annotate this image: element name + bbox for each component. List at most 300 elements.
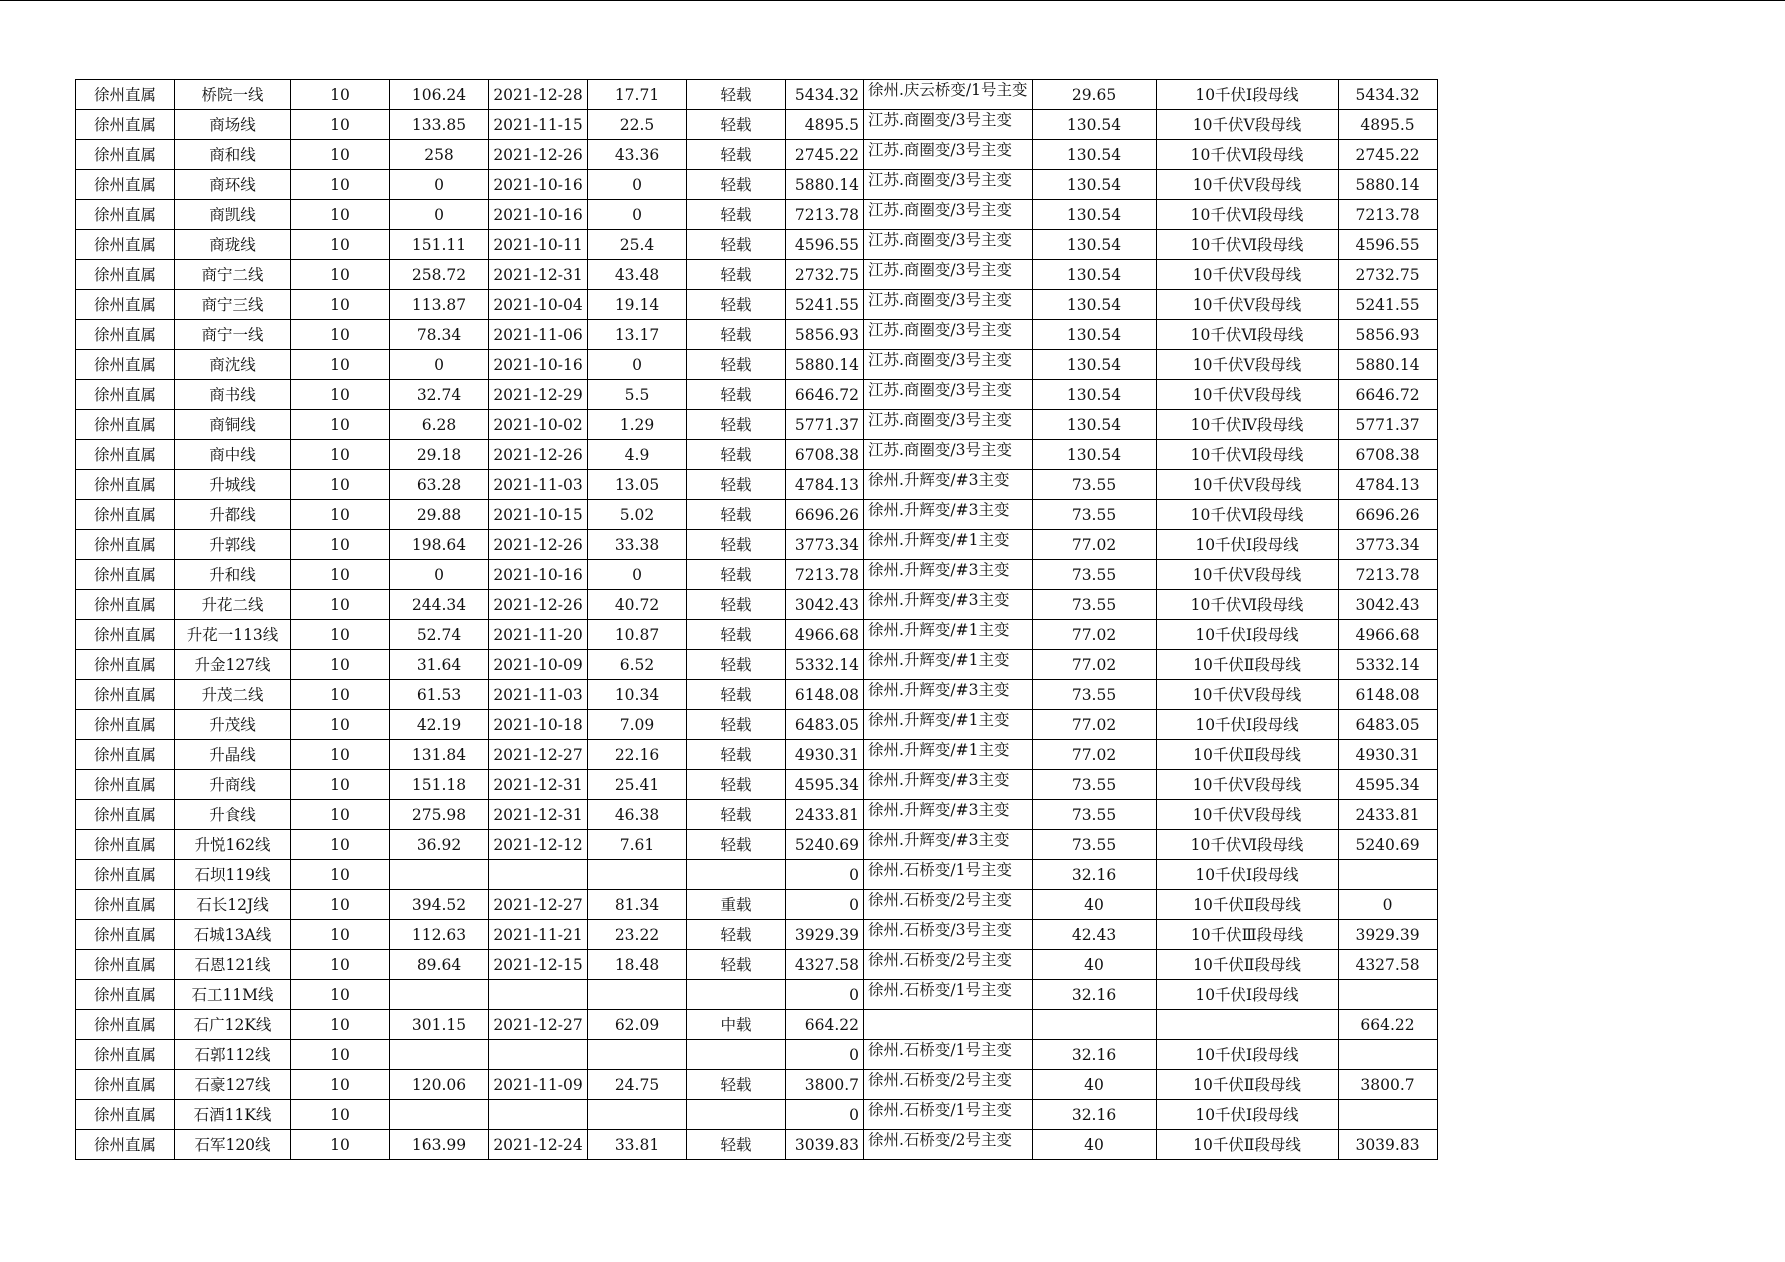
busbar-cell: 10千伏Ⅴ段母线: [1156, 470, 1338, 500]
company-cell: 徐州直属: [76, 980, 175, 1010]
available-cell: 4930.31: [1338, 740, 1437, 770]
available-cell: 6148.08: [1338, 680, 1437, 710]
transformer-cell: [864, 1010, 1033, 1040]
load-rate-cell: 7.61: [588, 830, 687, 860]
available-cell: [1338, 980, 1437, 1010]
date-cell: 2021-10-04: [489, 290, 588, 320]
available-cell: 5880.14: [1338, 350, 1437, 380]
line-name-cell: 桥院一线: [175, 80, 291, 110]
company-cell: 徐州直属: [76, 140, 175, 170]
load-status-cell: 轻载: [687, 1130, 786, 1160]
margin-cell: 7213.78: [786, 560, 864, 590]
load-value-cell: 258: [390, 140, 489, 170]
load-value-cell: 112.63: [390, 920, 489, 950]
table-row: [76, 140, 1438, 170]
load-value-cell: 131.84: [390, 740, 489, 770]
date-cell: 2021-12-26: [489, 140, 588, 170]
available-cell: 6708.38: [1338, 440, 1437, 470]
date-cell: 2021-11-03: [489, 470, 588, 500]
load-rate-cell: 6.52: [588, 650, 687, 680]
line-name-cell: 石军120线: [175, 1130, 291, 1160]
busbar-cell: 10千伏Ⅴ段母线: [1156, 770, 1338, 800]
load-status-cell: 轻载: [687, 320, 786, 350]
capacity-cell: 130.54: [1032, 290, 1156, 320]
load-value-cell: 32.74: [390, 380, 489, 410]
busbar-cell: 10千伏Ⅱ段母线: [1156, 740, 1338, 770]
busbar-cell: 10千伏Ⅵ段母线: [1156, 830, 1338, 860]
busbar-cell: 10千伏Ⅱ段母线: [1156, 1130, 1338, 1160]
line-name-cell: 商珑线: [175, 230, 291, 260]
available-cell: 3039.83: [1338, 1130, 1437, 1160]
date-cell: 2021-10-09: [489, 650, 588, 680]
company-cell: 徐州直属: [76, 470, 175, 500]
line-name-cell: 升都线: [175, 500, 291, 530]
margin-cell: 3042.43: [786, 590, 864, 620]
transformer-text: 徐州.石桥变/2号主变: [868, 1131, 1013, 1149]
margin-cell: 6708.38: [786, 440, 864, 470]
capacity-cell: 73.55: [1032, 590, 1156, 620]
capacity-cell: 130.54: [1032, 140, 1156, 170]
load-status-cell: 轻载: [687, 380, 786, 410]
date-cell: 2021-12-26: [489, 440, 588, 470]
company-cell: 徐州直属: [76, 890, 175, 920]
available-cell: 5880.14: [1338, 170, 1437, 200]
load-rate-cell: 43.48: [588, 260, 687, 290]
available-cell: 5241.55: [1338, 290, 1437, 320]
capacity-cell: 32.16: [1032, 860, 1156, 890]
busbar-cell: 10千伏Ⅵ段母线: [1156, 590, 1338, 620]
margin-cell: 0: [786, 860, 864, 890]
voltage-cell: 10: [291, 890, 390, 920]
load-value-cell: 301.15: [390, 1010, 489, 1040]
available-cell: 2732.75: [1338, 260, 1437, 290]
table-row: [76, 740, 1438, 770]
company-cell: 徐州直属: [76, 530, 175, 560]
margin-cell: 2745.22: [786, 140, 864, 170]
voltage-cell: 10: [291, 590, 390, 620]
capacity-cell: 130.54: [1032, 380, 1156, 410]
transformer-cell: [864, 290, 1033, 320]
date-cell: 2021-12-31: [489, 770, 588, 800]
table-row: [76, 1130, 1438, 1160]
date-cell: 2021-12-26: [489, 590, 588, 620]
busbar-cell: 10千伏Ⅴ段母线: [1156, 290, 1338, 320]
transformer-cell: [864, 440, 1033, 470]
capacity-cell: 73.55: [1032, 800, 1156, 830]
transformer-text: 徐州.升辉变/#3主变: [868, 771, 1010, 789]
voltage-cell: 10: [291, 560, 390, 590]
line-name-cell: 升花二线: [175, 590, 291, 620]
transformer-cell: [864, 1130, 1033, 1160]
load-rate-cell: 43.36: [588, 140, 687, 170]
load-rate-cell: 22.16: [588, 740, 687, 770]
load-rate-cell: 25.41: [588, 770, 687, 800]
load-value-cell: 244.34: [390, 590, 489, 620]
voltage-cell: 10: [291, 830, 390, 860]
load-rate-cell: 62.09: [588, 1010, 687, 1040]
available-cell: 5434.32: [1338, 80, 1437, 110]
capacity-cell: 32.16: [1032, 980, 1156, 1010]
transformer-cell: [864, 830, 1033, 860]
company-cell: 徐州直属: [76, 920, 175, 950]
margin-cell: 2433.81: [786, 800, 864, 830]
capacity-cell: 130.54: [1032, 320, 1156, 350]
available-cell: 3929.39: [1338, 920, 1437, 950]
line-name-cell: 商沈线: [175, 350, 291, 380]
company-cell: 徐州直属: [76, 950, 175, 980]
table-row: [76, 170, 1438, 200]
capacity-cell: 40: [1032, 1130, 1156, 1160]
load-rate-cell: 1.29: [588, 410, 687, 440]
company-cell: 徐州直属: [76, 1010, 175, 1040]
capacity-cell: 73.55: [1032, 470, 1156, 500]
voltage-cell: 10: [291, 230, 390, 260]
load-status-cell: 轻载: [687, 290, 786, 320]
load-rate-cell: 19.14: [588, 290, 687, 320]
voltage-cell: 10: [291, 620, 390, 650]
available-cell: 3773.34: [1338, 530, 1437, 560]
load-value-cell: [390, 1040, 489, 1070]
transformer-cell: [864, 1070, 1033, 1100]
margin-cell: 4327.58: [786, 950, 864, 980]
company-cell: 徐州直属: [76, 770, 175, 800]
load-rate-cell: 46.38: [588, 800, 687, 830]
line-name-cell: 石酒11K线: [175, 1100, 291, 1130]
capacity-cell: 77.02: [1032, 650, 1156, 680]
voltage-cell: 10: [291, 980, 390, 1010]
table-row: [76, 1040, 1438, 1070]
date-cell: 2021-10-16: [489, 560, 588, 590]
load-status-cell: [687, 1040, 786, 1070]
load-rate-cell: 17.71: [588, 80, 687, 110]
load-rate-cell: 10.34: [588, 680, 687, 710]
date-cell: 2021-11-09: [489, 1070, 588, 1100]
voltage-cell: 10: [291, 950, 390, 980]
load-status-cell: 轻载: [687, 410, 786, 440]
busbar-cell: 10千伏Ⅵ段母线: [1156, 440, 1338, 470]
busbar-cell: 10千伏Ⅰ段母线: [1156, 530, 1338, 560]
transformer-cell: [864, 710, 1033, 740]
date-cell: 2021-10-16: [489, 170, 588, 200]
line-name-cell: 商宁一线: [175, 320, 291, 350]
load-status-cell: 重载: [687, 890, 786, 920]
line-name-cell: 商宁三线: [175, 290, 291, 320]
company-cell: 徐州直属: [76, 800, 175, 830]
available-cell: [1338, 860, 1437, 890]
transformer-text: 徐州.升辉变/#3主变: [868, 471, 1010, 489]
margin-cell: 6148.08: [786, 680, 864, 710]
busbar-cell: 10千伏Ⅴ段母线: [1156, 350, 1338, 380]
company-cell: 徐州直属: [76, 1100, 175, 1130]
busbar-cell: 10千伏Ⅰ段母线: [1156, 620, 1338, 650]
page-top-rule: [0, 0, 1785, 1]
transformer-cell: [864, 1040, 1033, 1070]
voltage-cell: 10: [291, 350, 390, 380]
available-cell: 4895.5: [1338, 110, 1437, 140]
table-row: [76, 200, 1438, 230]
load-rate-cell: 5.02: [588, 500, 687, 530]
voltage-cell: 10: [291, 860, 390, 890]
capacity-cell: 130.54: [1032, 170, 1156, 200]
busbar-cell: [1156, 1010, 1338, 1040]
load-value-cell: 133.85: [390, 110, 489, 140]
table-row: [76, 440, 1438, 470]
line-name-cell: 升悦162线: [175, 830, 291, 860]
load-rate-cell: 10.87: [588, 620, 687, 650]
transformer-cell: [864, 620, 1033, 650]
voltage-cell: 10: [291, 440, 390, 470]
load-rate-cell: 7.09: [588, 710, 687, 740]
available-cell: 7213.78: [1338, 200, 1437, 230]
load-rate-cell: 22.5: [588, 110, 687, 140]
transformer-text: 江苏.商圈变/3号主变: [868, 351, 1013, 369]
load-value-cell: 31.64: [390, 650, 489, 680]
load-rate-cell: 25.4: [588, 230, 687, 260]
line-name-cell: 商和线: [175, 140, 291, 170]
load-value-cell: 120.06: [390, 1070, 489, 1100]
load-status-cell: 轻载: [687, 230, 786, 260]
voltage-cell: 10: [291, 740, 390, 770]
busbar-cell: 10千伏Ⅴ段母线: [1156, 170, 1338, 200]
date-cell: 2021-12-31: [489, 800, 588, 830]
table-body: [76, 80, 1438, 1160]
margin-cell: 0: [786, 1100, 864, 1130]
table-row: [76, 1010, 1438, 1040]
load-rate-cell: 33.81: [588, 1130, 687, 1160]
line-name-cell: 石坝119线: [175, 860, 291, 890]
load-rate-cell: 0: [588, 200, 687, 230]
line-name-cell: 石广12K线: [175, 1010, 291, 1040]
load-value-cell: 106.24: [390, 80, 489, 110]
load-value-cell: 63.28: [390, 470, 489, 500]
load-rate-cell: 40.72: [588, 590, 687, 620]
transformer-cell: [864, 200, 1033, 230]
transformer-cell: [864, 740, 1033, 770]
table-row: [76, 110, 1438, 140]
table-row: [76, 1100, 1438, 1130]
margin-cell: 7213.78: [786, 200, 864, 230]
transformer-cell: [864, 170, 1033, 200]
available-cell: [1338, 1100, 1437, 1130]
capacity-cell: 40: [1032, 950, 1156, 980]
busbar-cell: 10千伏Ⅰ段母线: [1156, 1100, 1338, 1130]
load-value-cell: 0: [390, 560, 489, 590]
available-cell: 4966.68: [1338, 620, 1437, 650]
load-status-cell: 轻载: [687, 650, 786, 680]
transformer-cell: [864, 980, 1033, 1010]
margin-cell: 6696.26: [786, 500, 864, 530]
transformer-text: 徐州.升辉变/#1主变: [868, 741, 1010, 759]
voltage-cell: 10: [291, 260, 390, 290]
load-value-cell: 42.19: [390, 710, 489, 740]
capacity-cell: 130.54: [1032, 110, 1156, 140]
voltage-cell: 10: [291, 1100, 390, 1130]
load-status-cell: [687, 980, 786, 1010]
transformer-text: 江苏.商圈变/3号主变: [868, 171, 1013, 189]
date-cell: [489, 980, 588, 1010]
margin-cell: 0: [786, 1040, 864, 1070]
load-value-cell: 0: [390, 170, 489, 200]
available-cell: 4596.55: [1338, 230, 1437, 260]
load-status-cell: 轻载: [687, 200, 786, 230]
line-name-cell: 商凯线: [175, 200, 291, 230]
busbar-cell: 10千伏Ⅵ段母线: [1156, 140, 1338, 170]
load-status-cell: 轻载: [687, 530, 786, 560]
load-rate-cell: 0: [588, 560, 687, 590]
busbar-cell: 10千伏Ⅰ段母线: [1156, 710, 1338, 740]
table-row: [76, 590, 1438, 620]
transformer-cell: [864, 260, 1033, 290]
transformer-text: 徐州.庆云桥变/1号主变: [868, 81, 1028, 99]
date-cell: 2021-12-24: [489, 1130, 588, 1160]
table-row: [76, 650, 1438, 680]
voltage-cell: 10: [291, 530, 390, 560]
transformer-text: 徐州.升辉变/#3主变: [868, 501, 1010, 519]
table-row: [76, 470, 1438, 500]
line-name-cell: 升花一113线: [175, 620, 291, 650]
load-value-cell: 89.64: [390, 950, 489, 980]
line-name-cell: 升茂线: [175, 710, 291, 740]
available-cell: 664.22: [1338, 1010, 1437, 1040]
margin-cell: 3039.83: [786, 1130, 864, 1160]
transformer-cell: [864, 920, 1033, 950]
date-cell: 2021-12-12: [489, 830, 588, 860]
company-cell: 徐州直属: [76, 440, 175, 470]
line-name-cell: 升食线: [175, 800, 291, 830]
voltage-cell: 10: [291, 710, 390, 740]
line-name-cell: 商场线: [175, 110, 291, 140]
voltage-cell: 10: [291, 380, 390, 410]
table-row: [76, 950, 1438, 980]
margin-cell: 2732.75: [786, 260, 864, 290]
busbar-cell: 10千伏Ⅴ段母线: [1156, 680, 1338, 710]
voltage-cell: 10: [291, 1130, 390, 1160]
available-cell: 2433.81: [1338, 800, 1437, 830]
capacity-cell: 130.54: [1032, 350, 1156, 380]
transformer-cell: [864, 680, 1033, 710]
load-value-cell: 78.34: [390, 320, 489, 350]
line-name-cell: 升晶线: [175, 740, 291, 770]
transformer-text: 徐州.石桥变/1号主变: [868, 1041, 1013, 1059]
line-name-cell: 商铜线: [175, 410, 291, 440]
transformer-text: 徐州.石桥变/1号主变: [868, 981, 1013, 999]
load-status-cell: 轻载: [687, 560, 786, 590]
load-rate-cell: [588, 860, 687, 890]
capacity-cell: 130.54: [1032, 410, 1156, 440]
load-value-cell: 163.99: [390, 1130, 489, 1160]
voltage-cell: 10: [291, 80, 390, 110]
date-cell: 2021-10-11: [489, 230, 588, 260]
transformer-cell: [864, 650, 1033, 680]
company-cell: 徐州直属: [76, 680, 175, 710]
transformer-text: 徐州.石桥变/3号主变: [868, 921, 1013, 939]
transformer-text: 江苏.商圈变/3号主变: [868, 441, 1013, 459]
load-value-cell: [390, 980, 489, 1010]
voltage-cell: 10: [291, 920, 390, 950]
available-cell: 3800.7: [1338, 1070, 1437, 1100]
table-row: [76, 320, 1438, 350]
load-rate-cell: [588, 1100, 687, 1130]
company-cell: 徐州直属: [76, 320, 175, 350]
voltage-cell: 10: [291, 410, 390, 440]
line-name-cell: 商宁二线: [175, 260, 291, 290]
margin-cell: 4966.68: [786, 620, 864, 650]
capacity-cell: 130.54: [1032, 200, 1156, 230]
transformer-cell: [864, 470, 1033, 500]
load-value-cell: 258.72: [390, 260, 489, 290]
capacity-cell: 77.02: [1032, 530, 1156, 560]
transformer-cell: [864, 140, 1033, 170]
transformer-text: 徐州.升辉变/#3主变: [868, 831, 1010, 849]
transformer-text: 徐州.石桥变/2号主变: [868, 891, 1013, 909]
load-rate-cell: 0: [588, 170, 687, 200]
load-status-cell: [687, 860, 786, 890]
margin-cell: 5771.37: [786, 410, 864, 440]
date-cell: 2021-11-03: [489, 680, 588, 710]
voltage-cell: 10: [291, 290, 390, 320]
load-value-cell: 275.98: [390, 800, 489, 830]
capacity-cell: 77.02: [1032, 710, 1156, 740]
table-row: [76, 410, 1438, 440]
load-value-cell: 29.88: [390, 500, 489, 530]
transformer-cell: [864, 890, 1033, 920]
margin-cell: 6483.05: [786, 710, 864, 740]
date-cell: [489, 1100, 588, 1130]
capacity-cell: 130.54: [1032, 230, 1156, 260]
load-status-cell: 轻载: [687, 800, 786, 830]
date-cell: 2021-12-29: [489, 380, 588, 410]
load-rate-cell: 81.34: [588, 890, 687, 920]
transformer-cell: [864, 560, 1033, 590]
busbar-cell: 10千伏Ⅴ段母线: [1156, 260, 1338, 290]
busbar-cell: 10千伏Ⅴ段母线: [1156, 800, 1338, 830]
company-cell: 徐州直属: [76, 80, 175, 110]
capacity-cell: 73.55: [1032, 500, 1156, 530]
available-cell: 3042.43: [1338, 590, 1437, 620]
date-cell: 2021-12-26: [489, 530, 588, 560]
voltage-cell: 10: [291, 320, 390, 350]
transformer-cell: [864, 1100, 1033, 1130]
margin-cell: 5434.32: [786, 80, 864, 110]
load-rate-cell: 23.22: [588, 920, 687, 950]
table-row: [76, 260, 1438, 290]
capacity-cell: 32.16: [1032, 1040, 1156, 1070]
margin-cell: 4930.31: [786, 740, 864, 770]
date-cell: 2021-10-15: [489, 500, 588, 530]
busbar-cell: 10千伏Ⅱ段母线: [1156, 890, 1338, 920]
capacity-cell: 73.55: [1032, 560, 1156, 590]
load-rate-cell: 13.05: [588, 470, 687, 500]
voltage-cell: 10: [291, 470, 390, 500]
margin-cell: 5241.55: [786, 290, 864, 320]
company-cell: 徐州直属: [76, 500, 175, 530]
date-cell: [489, 1040, 588, 1070]
transformer-cell: [864, 860, 1033, 890]
table-row: [76, 380, 1438, 410]
margin-cell: 5856.93: [786, 320, 864, 350]
available-cell: 4327.58: [1338, 950, 1437, 980]
load-status-cell: 轻载: [687, 830, 786, 860]
voltage-cell: 10: [291, 1070, 390, 1100]
table-row: [76, 230, 1438, 260]
transformer-cell: [864, 950, 1033, 980]
table-row: [76, 830, 1438, 860]
busbar-cell: 10千伏Ⅱ段母线: [1156, 650, 1338, 680]
load-rate-cell: 5.5: [588, 380, 687, 410]
available-cell: 7213.78: [1338, 560, 1437, 590]
transformer-text: 徐州.石桥变/2号主变: [868, 1071, 1013, 1089]
load-status-cell: 轻载: [687, 710, 786, 740]
